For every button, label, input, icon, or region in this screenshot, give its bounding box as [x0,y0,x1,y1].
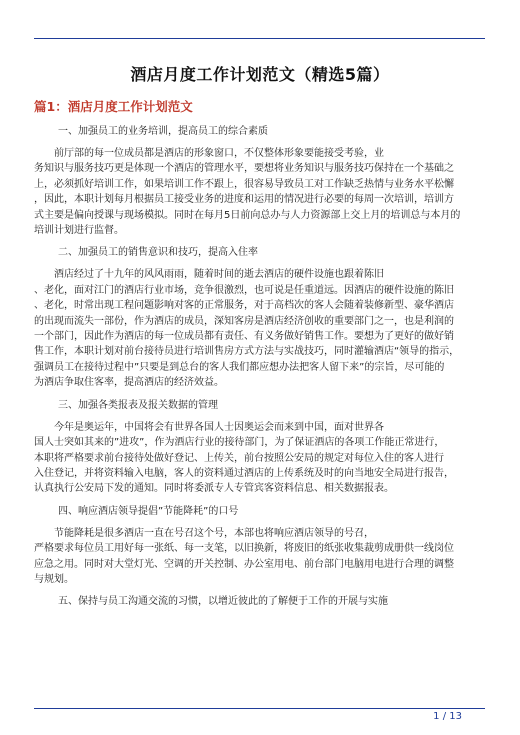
paragraph-line: 酒店经过了十九年的风风雨雨，随着时间的逝去酒店的硬件设施也跟着陈旧 [34,269,384,281]
paragraph-line: ，因此，本职计划每月根据员工接受业务的进度和运用的情况进行必要的每周一次培训，培训方 [34,194,454,206]
paragraph-line: 前厅部的每一位成员都是酒店的形象窗口，不仅整体形象要能接受考验，业 [34,148,384,159]
paragraph-line: 国人士突如其来的”进攻”，作为酒店行业的接待部门，为了保证酒店的各项工作能正常进行， [34,437,445,449]
section-heading-2: 二、加强员工的销售意识和技巧，提高入住率 [58,247,258,259]
paragraph-line: 认真执行公安局下发的通知。同时将委派专人专管宾客资料信息、相关数据报表。 [34,483,394,495]
section-paragraph-1 [34,146,485,238]
paragraph-line: 务知识与服务技巧更是体现一个酒店的管理水平，要想将业务知识与服务技巧保持在一个基础之 [34,163,454,175]
page-number: 1 / 13 [433,711,462,722]
paragraph-line: 为酒店争取住客率，提高酒店的经济效益。 [34,377,224,389]
section-paragraph-2 [34,267,485,390]
paragraph-line: 应急之用。同时对大堂灯光、空调的开关控制、办公室用电、前台部门电脑用电进行合理的调整 [34,558,454,570]
paragraph-line: 今年是奥运年，中国将会有世界各国人士因奥运会而来到中国，面对世界各 [34,421,384,433]
section-heading-5: 五、保持与员工沟通交流的习惯，以增近彼此的了解便于工作的开展与实施 [58,596,388,608]
section-heading-1: 一、加强员工的业务培训，提高员工的综合素质 [58,126,268,137]
paragraph-line: 的出现而流失一部份，作为酒店的成员，深知客房是酒店经济创收的重要部门之一，也是利润的 [34,315,454,327]
document-title: 酒店月度工作计划范文（精选5篇） [130,65,390,84]
top-rule [34,38,485,39]
paragraph-line: 售工作，本职计划对前台接待员进行培训售房方式方法与实战技巧，同时灌输酒店“领导的指示， [34,346,460,358]
paragraph-line: 与规划。 [34,573,74,585]
paragraph-line: 节能降耗是很多酒店一直在号召这个号，本部也将响应酒店领导的号召， [34,527,374,539]
paragraph-line: 严格要求每位员工用好每一张纸、每一支笔，以旧换新，将废旧的纸张收集裁剪成册供一线岗位 [34,543,454,555]
paragraph-line: 本职将严格要求前台接待处做好登记、上传关，前台按照公安局的规定对每位入住的客人进行 [34,452,444,464]
paragraph-line: 强调员工在接待过程中”只要是到总台的客人我们都应想办法把客人留下来”的宗旨，尽可能的 [34,361,445,373]
paragraph-line: 、老化，时常出现工程问题影响对客的正常服务，对于高档次的客人会随着装修新型、豪华酒店 [34,300,454,312]
paragraph-line: 入住登记，并将资料输入电脑，客人的资料通过酒店的上传系统及时的向当地安全局进行报告， [34,467,454,479]
section-heading-3: 三、加强各类报表及报关数据的管理 [58,399,218,411]
paragraph-line: 培训计划进行监督。 [34,225,124,237]
section-paragraph-4 [34,526,485,588]
section-heading-4: 四、响应酒店领导提倡”节能降耗”的口号 [58,505,239,517]
paragraph-line: 、老化，面对江门的酒店行业市场，竞争很激烈，也可说是任重道远。因酒店的硬件设施的陈旧 [34,284,454,296]
article-subtitle: 篇1：酒店月度工作计划范文 [34,99,193,114]
section-paragraph-3 [34,420,485,497]
paragraph-line: 上，必须抓好培训工作，如果培训工作不跟上，很容易导致员工对工作缺乏热情与业务水平松懈 [34,178,454,190]
document-body [34,124,485,616]
paragraph-line: 式主要是偏向授课与现场模拟。同时在每月5日前向总办与人力资源部上交上月的培训总与本月的 [34,209,461,221]
paragraph-line: 一个部门，因此作为酒店的每一位成员都有责任、有义务做好销售工作。要想为了更好的做好销 [34,331,454,343]
bottom-rule [34,708,485,709]
